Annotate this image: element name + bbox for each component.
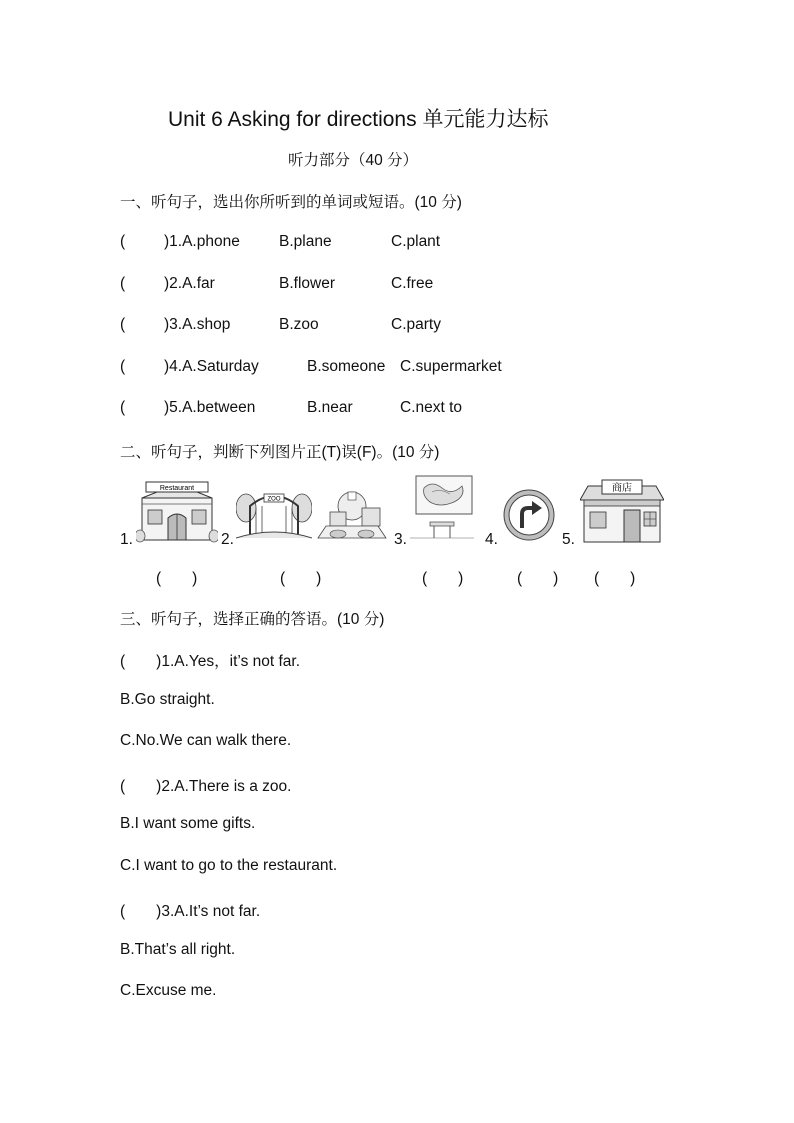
answer-paren[interactable]: ( bbox=[120, 275, 126, 292]
option-c: C.plant bbox=[391, 233, 441, 250]
question-line: ( )2.A.There is a zoo. bbox=[120, 778, 292, 795]
answer-blank[interactable]: ( ) bbox=[156, 570, 198, 587]
option-b: B.someone bbox=[307, 358, 386, 375]
picture-number: 4. bbox=[485, 531, 498, 548]
zoo-sign: ZOO bbox=[267, 496, 281, 503]
option-line: B.Go straight. bbox=[120, 691, 215, 708]
option-line: B.I want some gifts. bbox=[120, 815, 256, 832]
option-b: B.zoo bbox=[279, 316, 319, 333]
picture-number: 2. bbox=[221, 531, 234, 548]
option-line: C.Excuse me. bbox=[120, 982, 217, 999]
option-a: )5.A.between bbox=[164, 399, 256, 416]
section1-heading: 一、听句子，选出你所听到的单词或短语。(10 分) bbox=[120, 194, 462, 211]
option-c: C.party bbox=[391, 316, 441, 333]
answer-blank[interactable]: ( ) bbox=[594, 570, 636, 587]
page-title: Unit 6 Asking for directions 单元能力达标 bbox=[168, 108, 549, 131]
answer-paren[interactable]: ( bbox=[120, 399, 126, 416]
turn-right-sign-picture bbox=[502, 488, 556, 542]
option-line: C.I want to go to the restaurant. bbox=[120, 857, 338, 874]
option-a: )2.A.far bbox=[164, 275, 215, 292]
section2-heading: 二、听句子，判断下列图片正(T)误(F)。(10 分) bbox=[120, 444, 440, 461]
answer-blank[interactable]: ( ) bbox=[422, 570, 464, 587]
option-a: )3.A.shop bbox=[164, 316, 231, 333]
restaurant-picture bbox=[136, 480, 218, 544]
option-b: B.near bbox=[307, 399, 353, 416]
option-b: B.flower bbox=[279, 275, 335, 292]
option-b: B.plane bbox=[279, 233, 332, 250]
picture-number: 3. bbox=[394, 531, 407, 548]
option-c: C.next to bbox=[400, 399, 463, 416]
option-c: C.supermarket bbox=[400, 358, 502, 375]
section3-heading: 三、听句子，选择正确的答语。(10 分) bbox=[120, 611, 385, 628]
option-a: )4.A.Saturday bbox=[164, 358, 259, 375]
shop-picture bbox=[580, 478, 664, 544]
zoo-gate-picture bbox=[236, 486, 312, 542]
picture-number: 5. bbox=[562, 531, 575, 548]
option-line: B.That’s all right. bbox=[120, 941, 236, 958]
option-c: C.free bbox=[391, 275, 434, 292]
question-line: ( )1.A.Yes，it’s not far. bbox=[120, 653, 301, 670]
answer-blank[interactable]: ( ) bbox=[280, 570, 322, 587]
picture-number: 1. bbox=[120, 531, 133, 548]
option-a: )1.A.phone bbox=[164, 233, 240, 250]
question-line: ( )3.A.It’s not far. bbox=[120, 903, 261, 920]
map-table-picture bbox=[410, 474, 474, 544]
listening-subtitle: 听力部分（40 分） bbox=[288, 152, 419, 169]
answer-paren[interactable]: ( bbox=[120, 358, 126, 375]
answer-blank[interactable]: ( ) bbox=[517, 570, 559, 587]
park-picture bbox=[316, 488, 388, 544]
restaurant-sign: Restaurant bbox=[159, 485, 195, 492]
shop-sign: 商店 bbox=[612, 483, 632, 494]
answer-paren[interactable]: ( bbox=[120, 233, 126, 250]
answer-paren[interactable]: ( bbox=[120, 316, 126, 333]
option-line: C.No.We can walk there. bbox=[120, 732, 292, 749]
